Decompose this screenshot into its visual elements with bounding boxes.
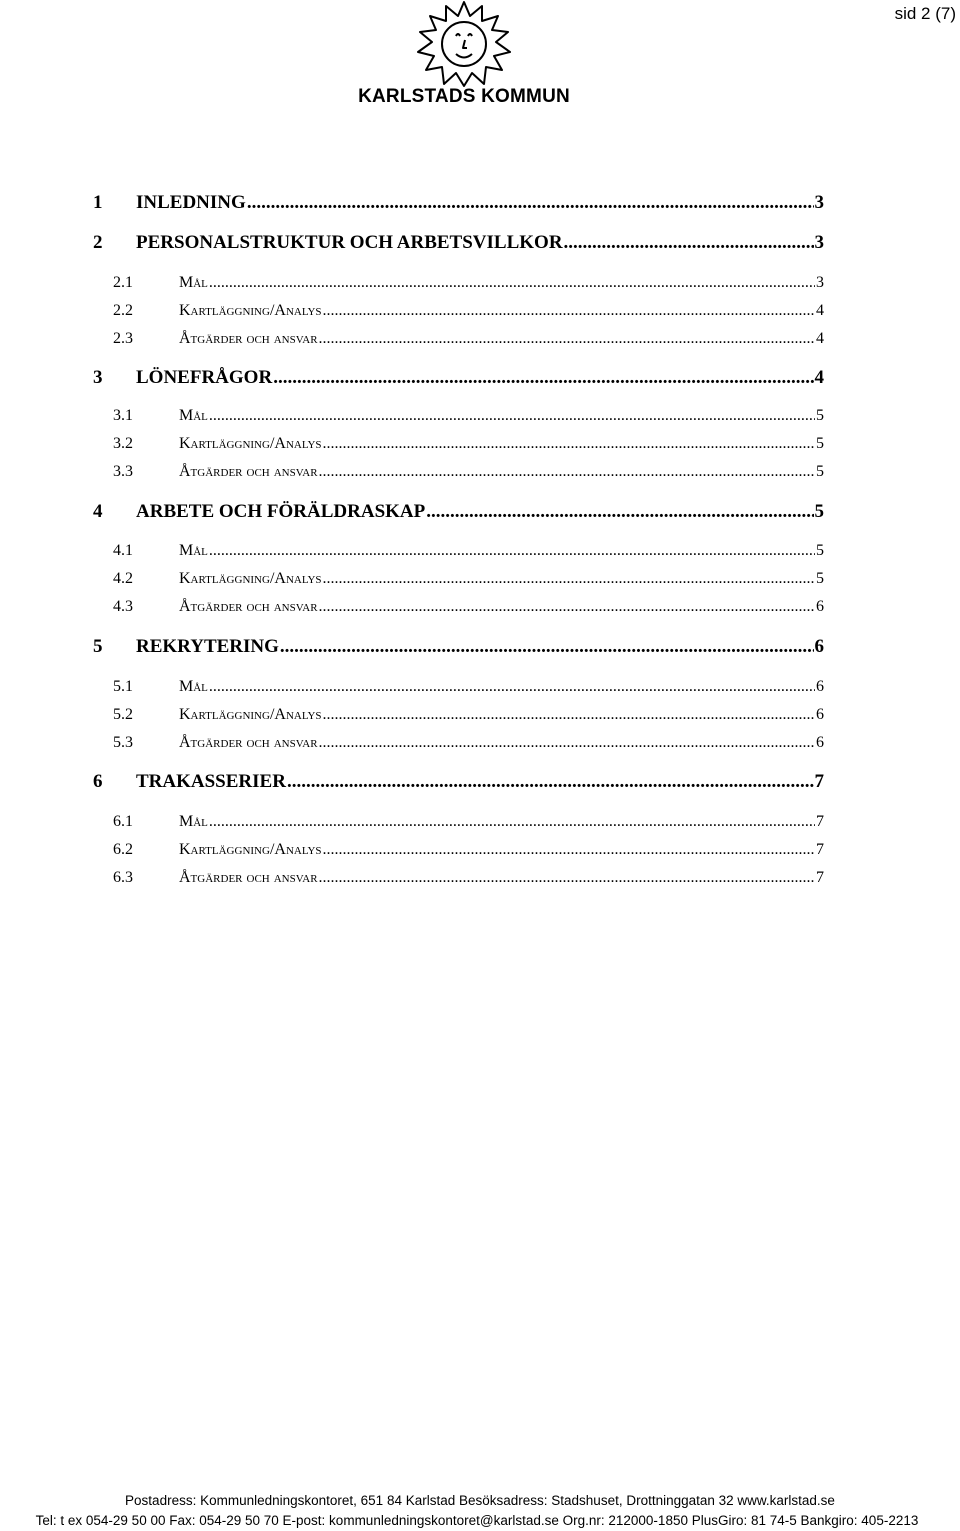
toc-page-number: 6 <box>816 598 824 615</box>
toc-number: 5 <box>93 636 103 657</box>
toc-section-entry <box>113 841 824 859</box>
toc-title: Kartläggning/Analys <box>179 706 322 723</box>
toc-dot-leader <box>564 232 814 254</box>
toc-dot-leader <box>287 771 814 793</box>
toc-number: 3 <box>93 367 103 388</box>
toc-title: REKRYTERING <box>136 636 279 657</box>
toc-page-number: 4 <box>816 330 824 347</box>
toc-number: 2 <box>93 232 103 253</box>
toc-section-entry <box>113 463 824 481</box>
toc-chapter-entry <box>93 192 824 214</box>
toc-number: 5.2 <box>113 706 133 723</box>
toc-section-entry <box>113 869 824 887</box>
toc-number: 3.1 <box>113 407 133 424</box>
toc-title: Åtgärder och ansvar <box>179 869 318 886</box>
footer-postal-address: Postadress: Kommunledningskontoret, 651 84 Karlstad Besöksadress: Stadshuset, Drottninggatan 32 www.karlstad.se <box>125 1493 835 1508</box>
toc-page-number: 5 <box>816 407 824 424</box>
toc-section-entry <box>113 330 824 348</box>
toc-number: 4.1 <box>113 542 133 559</box>
logo-wordmark: KARLSTADS KOMMUN <box>358 86 570 107</box>
toc-section-entry <box>113 302 824 320</box>
toc-title: PERSONALSTRUKTUR OCH ARBETSVILLKOR <box>136 232 563 253</box>
toc-number: 6.2 <box>113 841 133 858</box>
toc-title: INLEDNING <box>136 192 246 213</box>
toc-page-number: 7 <box>814 771 824 792</box>
toc-number: 6 <box>93 771 103 792</box>
toc-title: Kartläggning/Analys <box>179 841 322 858</box>
toc-page-number: 7 <box>816 841 824 858</box>
toc-dot-leader <box>323 570 815 588</box>
page-number: sid 2 (7) <box>894 4 956 23</box>
toc-page-number: 7 <box>816 813 824 830</box>
toc-page-number: 5 <box>816 570 824 587</box>
toc-title: Mål <box>179 678 208 695</box>
toc-dot-leader <box>209 678 815 696</box>
toc-title: Mål <box>179 274 208 291</box>
toc-page-number: 3 <box>814 192 824 213</box>
toc-section-entry <box>113 274 824 292</box>
toc-number: 6.3 <box>113 869 133 886</box>
toc-title: Åtgärder och ansvar <box>179 734 318 751</box>
toc-dot-leader <box>247 192 814 214</box>
toc-section-entry <box>113 706 824 724</box>
toc-chapter-entry <box>93 367 824 389</box>
toc-page-number: 5 <box>816 463 824 480</box>
toc-dot-leader <box>209 407 815 425</box>
toc-section-entry <box>113 570 824 588</box>
toc-chapter-entry <box>93 501 824 523</box>
toc-section-entry <box>113 407 824 425</box>
toc-number: 5.3 <box>113 734 133 751</box>
footer-contact-details: Tel: t ex 054-29 50 00 Fax: 054-29 50 70 E-post: kommunledningskontoret@karlstad.se Org.nr: 212000-1850 PlusGiro: 81 74-5 Bankgiro: 405-2213 <box>35 1513 919 1528</box>
toc-page-number: 6 <box>816 678 824 695</box>
toc-title: ARBETE OCH FÖRÄLDRASKAP <box>136 501 426 522</box>
toc-page-number: 6 <box>816 706 824 723</box>
toc-page-number: 5 <box>814 501 824 522</box>
toc-title: Kartläggning/Analys <box>179 302 322 319</box>
toc-page-number: 6 <box>814 636 824 657</box>
toc-number: 2.3 <box>113 330 133 347</box>
toc-dot-leader <box>323 302 815 320</box>
toc-page-number: 5 <box>816 542 824 559</box>
toc-number: 5.1 <box>113 678 133 695</box>
toc-section-entry <box>113 813 824 831</box>
toc-dot-leader <box>319 330 815 348</box>
toc-page-number: 4 <box>814 367 824 388</box>
toc-number: 6.1 <box>113 813 133 830</box>
toc-number: 2.2 <box>113 302 133 319</box>
toc-number: 4 <box>93 501 103 522</box>
toc-section-entry <box>113 734 824 752</box>
toc-page-number: 4 <box>816 302 824 319</box>
toc-chapter-entry <box>93 771 824 793</box>
toc-title: TRAKASSERIER <box>136 771 286 792</box>
toc-title: Kartläggning/Analys <box>179 570 322 587</box>
toc-section-entry <box>113 598 824 616</box>
toc-dot-leader <box>273 367 813 389</box>
toc-title: Kartläggning/Analys <box>179 435 322 452</box>
toc-dot-leader <box>209 542 815 560</box>
toc-section-entry <box>113 678 824 696</box>
toc-section-entry <box>113 435 824 453</box>
toc-title: Åtgärder och ansvar <box>179 330 318 347</box>
toc-dot-leader <box>280 636 814 658</box>
toc-chapter-entry <box>93 232 824 254</box>
toc-number: 2.1 <box>113 274 133 291</box>
toc-dot-leader <box>319 463 815 481</box>
toc-dot-leader <box>323 841 815 859</box>
toc-title: Mål <box>179 407 208 424</box>
toc-page-number: 3 <box>814 232 824 253</box>
toc-title: LÖNEFRÅGOR <box>136 367 273 388</box>
toc-page-number: 7 <box>816 869 824 886</box>
toc-number: 4.3 <box>113 598 133 615</box>
toc-dot-leader <box>426 501 813 523</box>
toc-title: Åtgärder och ansvar <box>179 463 318 480</box>
toc-number: 3.2 <box>113 435 133 452</box>
toc-dot-leader <box>323 706 815 724</box>
toc-section-entry <box>113 542 824 560</box>
toc-title: Mål <box>179 813 208 830</box>
toc-dot-leader <box>323 435 815 453</box>
toc-page-number: 6 <box>816 734 824 751</box>
toc-number: 3.3 <box>113 463 133 480</box>
toc-title: Åtgärder och ansvar <box>179 598 318 615</box>
toc-page-number: 3 <box>816 274 824 291</box>
toc-dot-leader <box>319 734 815 752</box>
toc-dot-leader <box>209 274 815 292</box>
toc-dot-leader <box>319 598 815 616</box>
toc-dot-leader <box>209 813 815 831</box>
toc-title: Mål <box>179 542 208 559</box>
toc-chapter-entry <box>93 636 824 658</box>
toc-page-number: 5 <box>816 435 824 452</box>
toc-dot-leader <box>319 869 815 887</box>
toc-number: 4.2 <box>113 570 133 587</box>
toc-number: 1 <box>93 192 103 213</box>
